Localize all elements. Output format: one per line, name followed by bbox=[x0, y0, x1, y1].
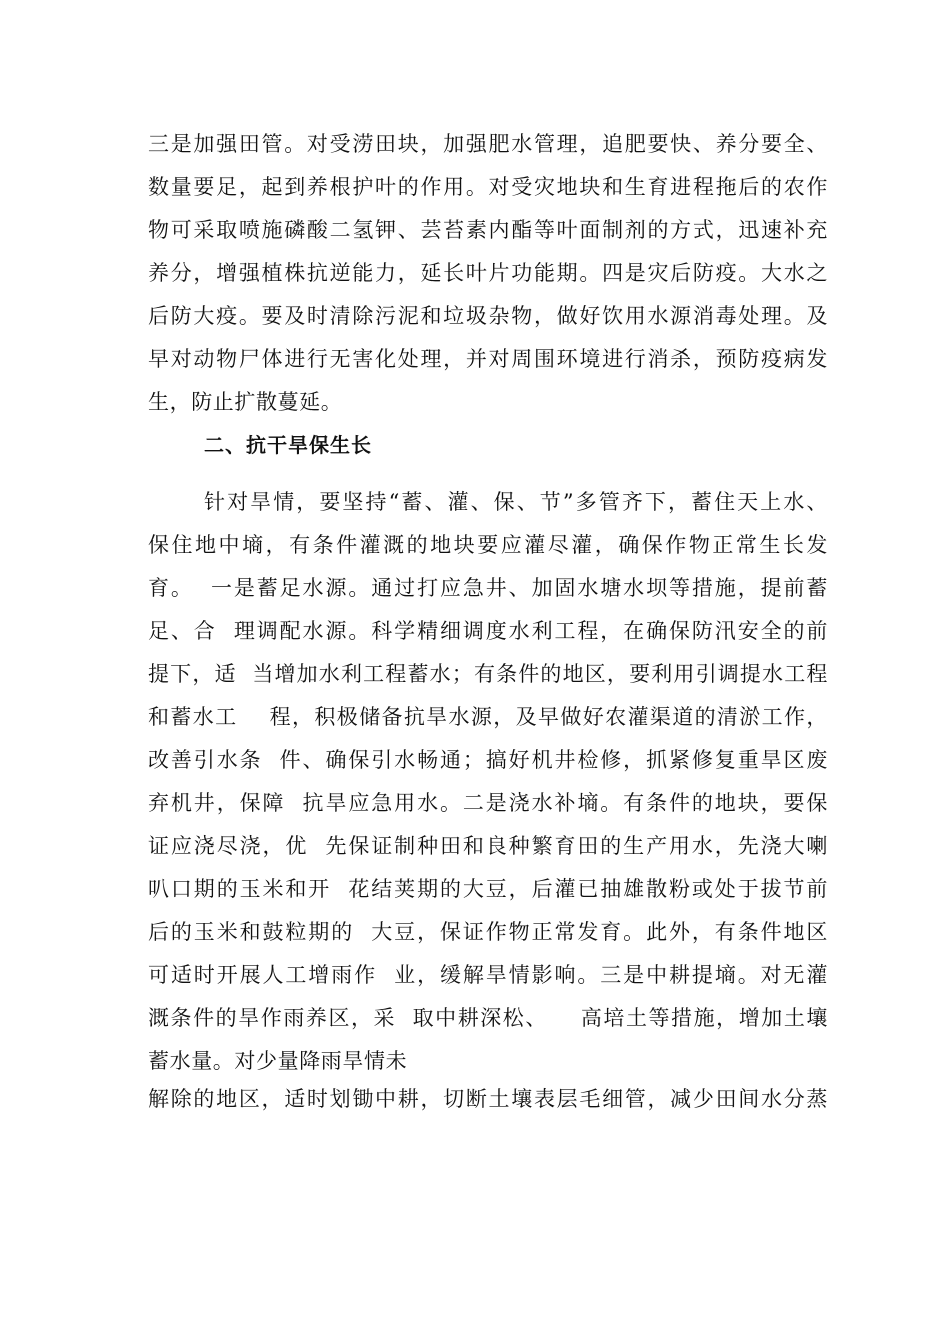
paragraph-line: 改善引水条 件、确保引水畅通；搞好机井检修，抓紧修复重旱区废 bbox=[148, 748, 828, 772]
paragraph-line: 和蓄水工 程，积极储备抗旱水源，及早做好农灌渠道的清淤工作， bbox=[148, 705, 828, 729]
paragraph-line: 生，防止扩散蔓延。 bbox=[148, 390, 343, 414]
paragraph-line: 解除的地区，适时划锄中耕，切断土壤表层毛细管，减少田间水分蒸 bbox=[148, 1087, 828, 1111]
paragraph-line: 后的玉米和鼓粒期的 大豆，保证作物正常发育。此外，有条件地区 bbox=[148, 920, 828, 944]
paragraph-line: 育。 一是蓄足水源。通过打应急井、加固水塘水坝等措施，提前蓄 bbox=[148, 576, 828, 600]
paragraph-line: 溉条件的旱作雨养区，采 取中耕深松、 高培土等措施，增加土壤 bbox=[148, 1006, 828, 1030]
paragraph-line: 证应浇尽浇，优 先保证制种田和良种繁育田的生产用水，先浇大喇 bbox=[148, 834, 828, 858]
paragraph-line: 三是加强田管。对受涝田块，加强肥水管理，追肥要快、养分要全、 bbox=[148, 132, 828, 156]
paragraph-line: 针对旱情，要坚持“蓄、灌、保、节”多管齐下，蓄住天上水、 bbox=[204, 490, 828, 514]
paragraph-line: 早对动物尸体进行无害化处理，并对周围环境进行消杀，预防疫病发 bbox=[148, 347, 828, 371]
paragraph-line: 物可采取喷施磷酸二氢钾、芸苔素内酯等叶面制剂的方式，迅速补充 bbox=[148, 218, 828, 242]
paragraph-line: 蓄水量。对少量降雨旱情未 bbox=[148, 1049, 408, 1073]
paragraph-line: 保住地中墒，有条件灌溉的地块要应灌尽灌，确保作物正常生长发 bbox=[148, 533, 828, 557]
paragraph-line: 后防大疫。要及时清除污泥和垃圾杂物，做好饮用水源消毒处理。及 bbox=[148, 304, 828, 328]
paragraph-line: 可适时开展人工增雨作 业，缓解旱情影响。三是中耕提墒。对无灌 bbox=[148, 963, 828, 987]
paragraph-line: 数量要足，起到养根护叶的作用。对受灾地块和生育进程拖后的农作 bbox=[148, 175, 828, 199]
paragraph-line: 足、合 理调配水源。科学精细调度水利工程，在确保防汛安全的前 bbox=[148, 619, 828, 643]
paragraph-line: 提下，适 当增加水利工程蓄水；有条件的地区，要利用引调提水工程 bbox=[148, 662, 828, 686]
paragraph-line: 养分，增强植株抗逆能力，延长叶片功能期。四是灾后防疫。大水之 bbox=[148, 261, 828, 285]
paragraph-line: 弃机井，保障 抗旱应急用水。二是浇水补墒。有条件的地块，要保 bbox=[148, 791, 828, 815]
paragraph-line: 叭口期的玉米和开 花结荚期的大豆，后灌已抽雄散粉或处于拔节前 bbox=[148, 877, 828, 901]
section-heading: 二、抗干旱保生长 bbox=[204, 433, 372, 457]
